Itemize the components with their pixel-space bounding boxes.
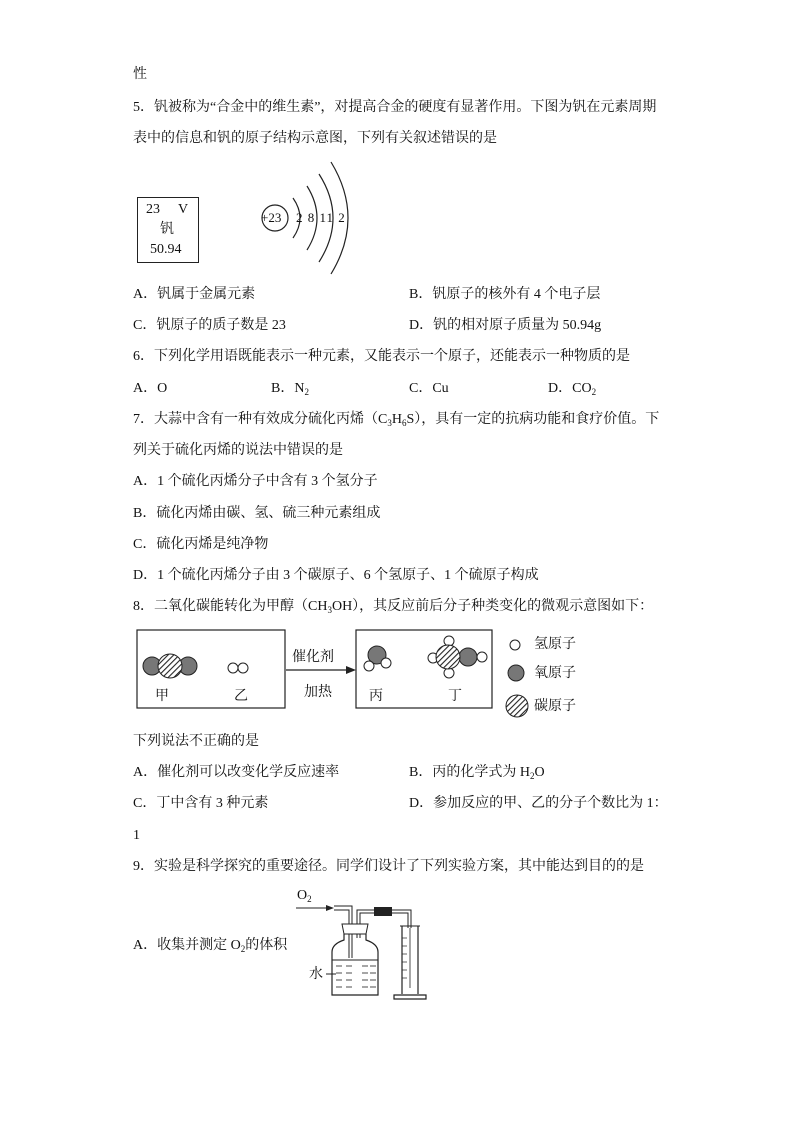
q8-option-b[interactable] [409, 764, 545, 782]
q8-stem-part1: 8．二氧化碳能转化为甲醇（CH [133, 599, 328, 614]
label-bing: 丙 [369, 689, 383, 704]
q7-stem-line2: 列关于硫化丙烯的说法中错误的是 [133, 443, 343, 458]
q6-option-d-text: D．CO [548, 381, 592, 396]
ding-hydrogen-bottom [444, 668, 454, 678]
q7-option-c[interactable]: C．硫化丙烯是纯净物 [133, 537, 269, 552]
q6-stem: 6．下列化学用语既能表示一种元素，又能表示一个原子，还能表示一种物质的是 [133, 349, 630, 364]
q9-option-a-suffix: 的体积 [245, 938, 288, 953]
ding-carbon [436, 645, 460, 669]
q7-sub-h: 6 [401, 418, 407, 428]
q8-stem-part2: OH），其反应前后分子种类变化的微观示意图如下： [331, 599, 654, 614]
q8-option-d[interactable]: D．参加反应的甲、乙的分子个数比为 1： [409, 796, 668, 811]
q5-stem-line1: 5．钒被称为“合金中的维生素”，对提高合金的硬度有显著作用。下图为钒在元素周期 [133, 100, 657, 115]
element-mass: 50.94 [150, 242, 182, 257]
q9-option-a-text: A．收集并测定 O [133, 938, 241, 953]
legend-carbon-symbol [506, 695, 528, 717]
q8-sub-stem: 下列说法不正确的是 [133, 734, 259, 749]
ding-oxygen [459, 648, 477, 666]
q7-sub-c: 3 [387, 418, 392, 428]
q6-option-c[interactable]: C．Cu [409, 381, 449, 396]
q5-option-c[interactable]: C．钒原子的质子数是 23 [133, 318, 286, 333]
element-card [137, 197, 199, 263]
legend-oxygen-symbol [508, 665, 524, 681]
legend-oxygen-label: 氧原子 [534, 666, 576, 681]
q6-option-b[interactable] [271, 380, 309, 398]
yi-hydrogen-2 [238, 663, 248, 673]
label-ding: 丁 [448, 689, 462, 704]
q8-stem [133, 598, 653, 616]
element-symbol: V [178, 202, 189, 217]
bing-hydrogen-2 [381, 658, 391, 668]
atom-nucleus-charge: +23 [261, 210, 282, 225]
q8-option-c[interactable]: C．丁中含有 3 种元素 [133, 796, 269, 811]
water-hatching [336, 966, 376, 987]
q7-stem-part1: 7．大蒜中含有一种有效成分硫化丙烯（C [133, 412, 388, 427]
q8-option-b-text: B．丙的化学式为 H [409, 765, 530, 780]
q9-option-a-sub: 2 [240, 944, 246, 954]
gas-label-text: O [297, 888, 308, 903]
q7-stem-line1 [133, 411, 659, 429]
q8-option-a[interactable]: A．催化剂可以改变化学反应速率 [133, 765, 340, 780]
q5-option-d[interactable]: D．钒的相对原子质量为 50.94g [409, 318, 602, 333]
label-yi: 乙 [234, 689, 248, 704]
q9-stem: 9．实验是科学探究的重要途径。同学们设计了下列实验方案，其中能达到目的的是 [133, 859, 644, 874]
q8-stem-sub: 3 [327, 605, 332, 615]
q5-option-a[interactable]: A．钒属于金属元素 [133, 287, 256, 302]
legend-carbon-label: 碳原子 [534, 699, 576, 714]
q6-option-b-sub: 2 [304, 387, 309, 397]
gas-label-sub: 2 [307, 894, 312, 904]
q6-option-d[interactable] [548, 380, 596, 398]
q8-option-b-sub: 2 [529, 771, 535, 781]
arrow-label-catalyst: 催化剂 [292, 650, 334, 665]
q6-option-b-text: B．N [271, 381, 305, 396]
q7-stem-part3: S），具有一定的抗病功能和食疗价值。下 [406, 412, 660, 427]
q6-option-a[interactable]: A．O [133, 381, 168, 396]
q9-option-a[interactable] [133, 937, 287, 955]
continued-text-fragment: 性 [133, 67, 147, 82]
legend-hydrogen-symbol [510, 640, 520, 650]
yi-hydrogen-1 [228, 663, 238, 673]
q6-option-d-sub: 2 [591, 387, 597, 397]
label-jia: 甲 [155, 689, 169, 704]
bing-hydrogen-1 [364, 661, 374, 671]
q7-option-b[interactable]: B．硫化丙烯由碳、氢、硫三种元素组成 [133, 506, 381, 521]
q7-option-a[interactable]: A．1 个硫化丙烯分子中含有 3 个氢分子 [133, 474, 378, 489]
element-atomic-number: 23 [146, 202, 160, 217]
atom-shell-electrons: 2 8 11 2 [296, 210, 346, 225]
ding-hydrogen-top [444, 636, 454, 646]
q5-option-b[interactable]: B．钒原子的核外有 4 个电子层 [409, 287, 601, 302]
element-name: 钒 [160, 222, 174, 237]
ding-hydrogen-right [477, 652, 487, 662]
arrow-label-heating: 加热 [304, 685, 332, 700]
cylinder-graduations [402, 938, 407, 978]
q5-stem-line2: 表中的信息和钒的原子结构示意图，下列有关叙述错误的是 [133, 131, 497, 146]
q7-stem-part2: H [391, 412, 402, 427]
q7-option-d[interactable]: D．1 个硫化丙烯分子由 3 个碳原子、6 个氢原子、1 个硫原子构成 [133, 568, 539, 583]
jia-carbon [158, 654, 182, 678]
apparatus-water-label: 水 [309, 967, 323, 982]
q8-option-d-continued: 1 [133, 828, 140, 843]
gas-collection-apparatus [290, 898, 450, 1003]
q8-option-b-suffix: O [534, 765, 545, 780]
legend-hydrogen-label: 氢原子 [534, 637, 576, 652]
